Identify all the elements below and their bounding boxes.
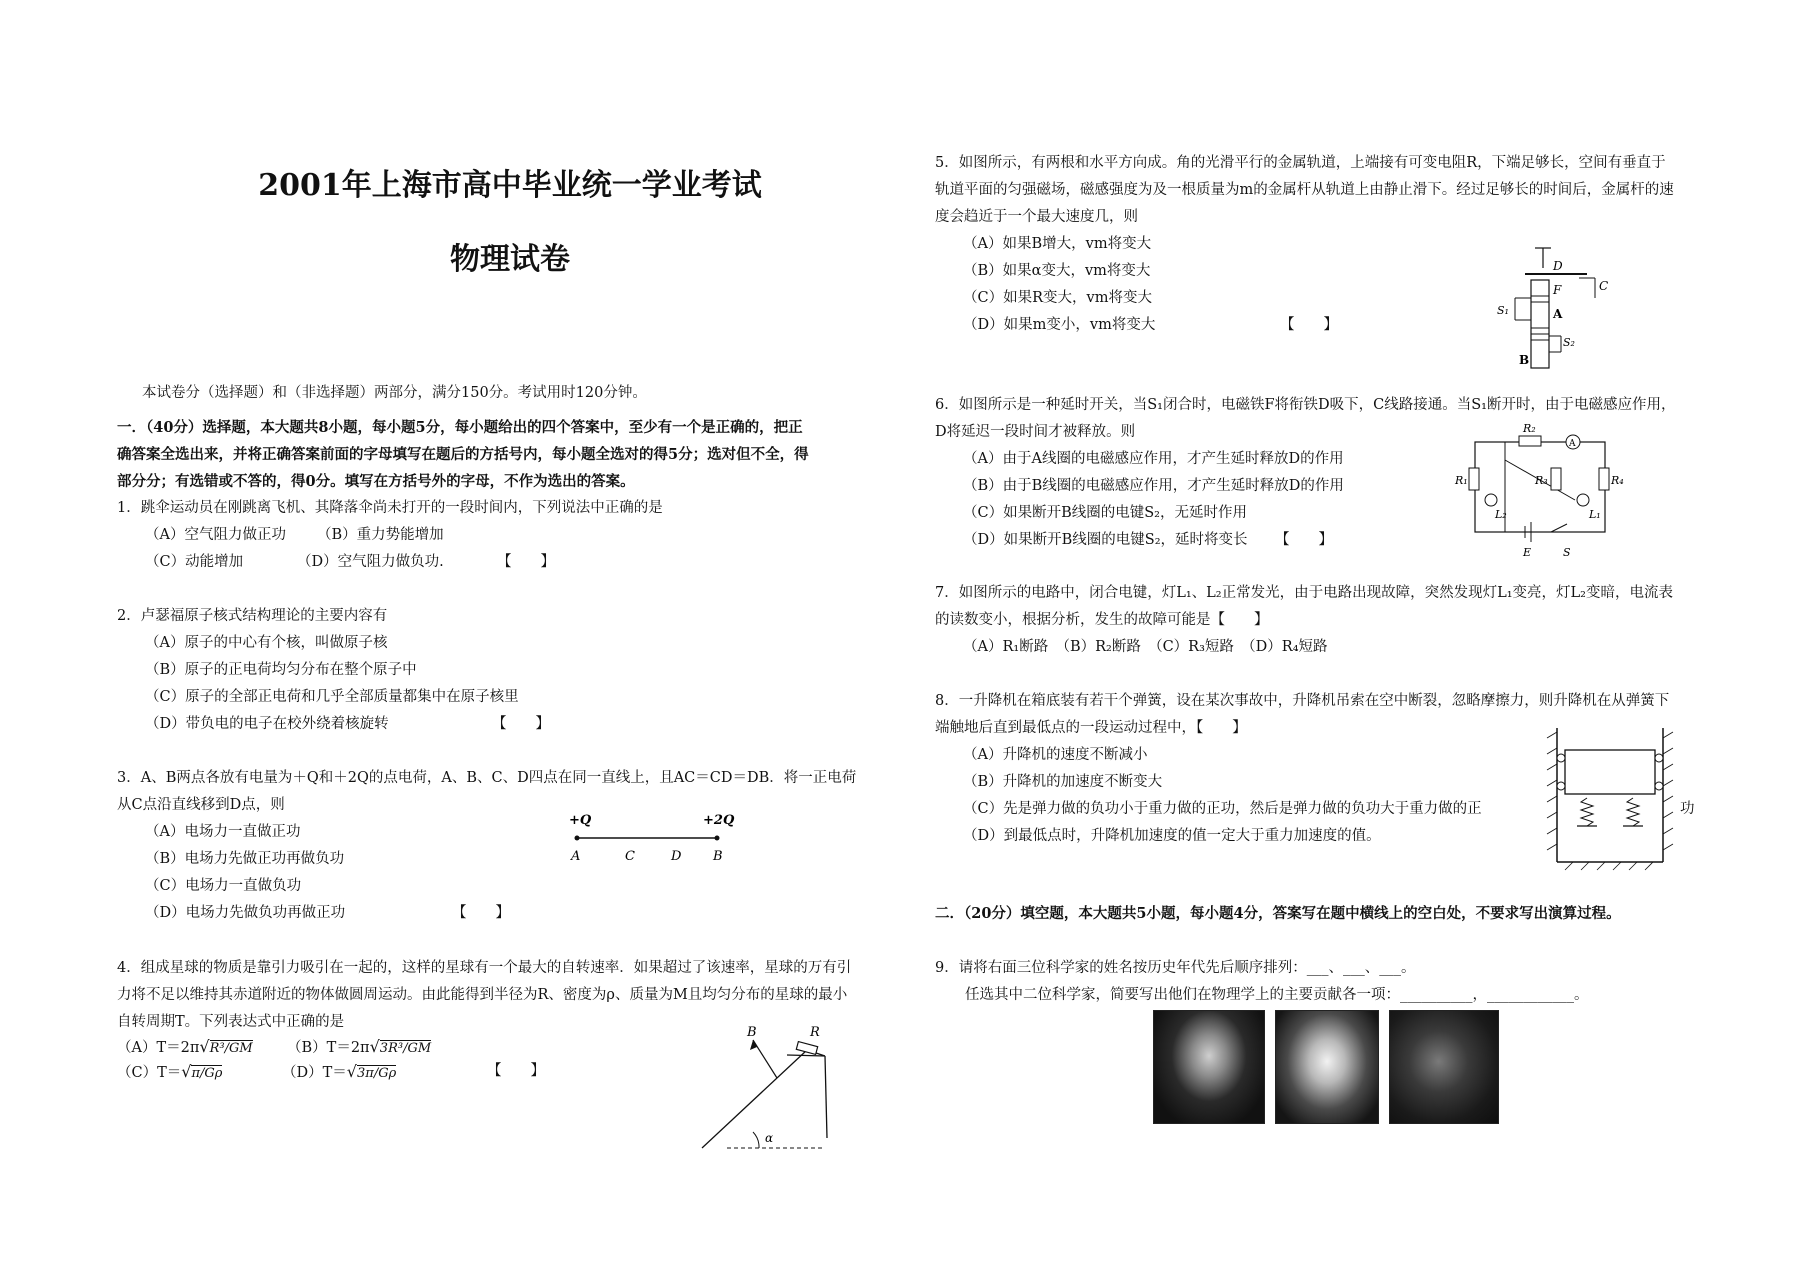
q2-option-c: （C）原子的全部正电荷和几乎全部质量都集中在原子核里	[145, 689, 519, 705]
q8-stem-line1: 8．一升降机在箱底装有若干个弹簧，设在某次事故中，升降机吊索在空中断裂，忽略摩擦力，则升降机在从弹簧下	[935, 693, 1670, 709]
q6-fig-label-s: S	[1563, 546, 1571, 559]
q6-option-b: （B）由于B线圈的电磁感应作用，才产生延时释放D的作用	[963, 478, 1344, 494]
q8-option-b: （B）升降机的加速度不断变大	[963, 774, 1163, 790]
intro-text: 本试卷分（选择题）和（非选择题）两部分，满分150分。考试用时120分钟。	[142, 385, 647, 401]
q6-fig-label-r2: R₂	[1523, 422, 1536, 435]
q5-option-d: （D）如果m变小，vm将变大	[963, 317, 1156, 333]
q5-stem-line1: 5．如图所示，有两根和水平方向成。角的光滑平行的金属轨道，上端接有可变电阻R，下端足够长，空间有垂直于	[935, 155, 1666, 171]
q4-option-a-radicand: R³/GM	[209, 1041, 253, 1056]
q2-stem: 2．卢瑟福原子核式结构理论的主要内容有	[117, 608, 388, 624]
section1-line1: 一．（40分）选择题，本大题共8小题，每小题5分，每小题给出的四个答案中，至少有一个是正确的，把正	[117, 419, 803, 436]
q4-option-d: （D）T＝√3π/Gρ	[282, 1062, 397, 1081]
q4-option-b-prefix: （B）T＝2π	[287, 1040, 370, 1056]
q3-fig-label-a: A	[571, 849, 581, 864]
q4-answer-bracket[interactable]: 【 】	[487, 1063, 545, 1079]
q6-option-a: （A）由于A线圈的电磁感应作用，才产生延时释放D的作用	[963, 451, 1344, 467]
q8-option-a: （A）升降机的速度不断减小	[963, 747, 1148, 763]
q3-answer-bracket[interactable]: 【 】	[452, 905, 510, 921]
q5-fig-label-a: A	[1553, 307, 1563, 321]
q3-option-b: （B）电场力先做正功再做负功	[145, 851, 345, 867]
q3-fig-label-q: +Q	[569, 813, 592, 828]
q4-option-b-radicand: 3R³/GM	[379, 1041, 432, 1056]
q6-option-c: （C）如果断开B线圈的电键S₂，无延时作用	[963, 505, 1247, 521]
q4-fig-label-b: B	[747, 1025, 757, 1040]
scientist-portrait-3	[1389, 1010, 1499, 1124]
q4-stem-line2: 力将不足以维持其赤道附近的物体做圆周运动。由此能得到半径为R、密度为ρ、质量为M且均匀分布的星球的最小	[117, 987, 848, 1003]
exam-title: 2001年上海市高中毕业统一学业考试	[258, 168, 762, 203]
q3-charge-line-figure	[557, 808, 737, 868]
q1-option-a: （A）空气阻力做正功	[145, 527, 286, 543]
q4-stem-line1: 4．组成星球的物质是靠引力吸引在一起的，这样的星球有一个最大的自转速率．如果超过了该速率，星球的万有引	[117, 960, 852, 976]
q5-fig-label-s1: S₁	[1497, 304, 1509, 317]
q6-circuit-figure	[1455, 420, 1624, 560]
q3-option-a: （A）电场力一直做正功	[145, 824, 301, 840]
q9-line1: 9．请将右面三位科学家的姓名按历史年代先后顺序排列：___、___、___。	[935, 960, 1416, 976]
q8-option-c-tail: 功	[1680, 801, 1695, 817]
q6-stem-line1: 6．如图所示是一种延时开关，当S₁闭合时，电磁铁F将衔铁D吸下，C线路接通。当S₁断开时，由于电磁感应作用，	[935, 397, 1676, 413]
q1-answer-bracket[interactable]: 【 】	[497, 554, 555, 570]
q3-fig-label-c: C	[625, 849, 635, 864]
q4-option-c-radicand: π/Gρ	[191, 1066, 223, 1081]
q5-answer-bracket[interactable]: 【 】	[1280, 317, 1338, 333]
q4-option-c-prefix: （C）T＝	[117, 1065, 182, 1081]
q3-fig-label-b: B	[713, 849, 723, 864]
q5-stem-line2: 轨道平面的匀强磁场，磁感强度为及一根质量为m的金属杆从轨道上由静止滑下。经过足够长的时间后，金属杆的速	[935, 182, 1674, 198]
q8-option-c: （C）先是弹力做的负功小于重力做的正功，然后是弹力做的负功大于重力做的正	[963, 801, 1482, 817]
q8-option-d: （D）到最低点时，升降机加速度的值一定大于重力加速度的值。	[963, 828, 1381, 844]
q5-option-c: （C）如果R变大，vm将变大	[963, 290, 1152, 306]
q5-fig-label-c: C	[1599, 279, 1609, 293]
q2-option-d: （D）带负电的电子在校外绕着核旋转	[145, 716, 389, 732]
q7-stem-line1: 7．如图所示的电路中，闭合电键，灯L₁、L₂正常发光，由于电路出现故障，突然发现灯L₁变亮，灯L₂变暗，电流表	[935, 585, 1673, 601]
q4-option-d-prefix: （D）T＝	[282, 1065, 347, 1081]
q3-stem-line2: 从C点沿直线移到D点，则	[117, 797, 285, 813]
section1-line3: 部分分；有选错或不答的，得0分。填写在方括号外的字母，不作为选出的答案。	[117, 473, 635, 490]
q4-fig-label-alpha: α	[765, 1131, 774, 1145]
q3-fig-label-2q: +2Q	[703, 813, 735, 828]
q8-stem-line2: 端触地后直到最低点的一段运动过程中，【 】	[935, 720, 1247, 736]
q1-option-c: （C）动能增加	[145, 554, 244, 570]
q4-option-b: （B）T＝2π√3R³/GM	[287, 1037, 432, 1056]
q1-stem: 1．跳伞运动员在刚跳离飞机、其降落伞尚未打开的一段时间内，下列说法中正确的是	[117, 500, 663, 516]
q4-option-a-prefix: （A）T＝2π	[117, 1040, 200, 1056]
q4-option-d-radicand: 3π/Gρ	[357, 1066, 397, 1081]
q6-answer-bracket[interactable]: 【 】	[1275, 532, 1333, 548]
scientist-portrait-1	[1153, 1010, 1265, 1124]
q6-option-d: （D）如果断开B线圈的电键S₂，延时将变长	[963, 532, 1248, 548]
q4-option-a: （A）T＝2π√R³/GM	[117, 1037, 253, 1056]
q9-line2: 任选其中二位科学家，简要写出他们在物理学上的主要贡献各一项：__________，____________。	[965, 987, 1589, 1003]
q5-option-b: （B）如果α变大，vm将变大	[963, 263, 1151, 279]
q3-option-d: （D）电场力先做负功再做正功	[145, 905, 346, 921]
section2-heading: 二．（20分）填空题，本大题共5小题，每小题4分，答案写在题中横线上的空白处，不要求写出演算过程。	[935, 905, 1621, 922]
q6-stem-line2: D将延迟一段时间才被释放。则	[935, 424, 1136, 440]
q7-stem-line2: 的读数变小，根据分析，发生的故障可能是【 】	[935, 612, 1269, 628]
q6-fig-label-l1: L₁	[1589, 508, 1601, 521]
q1-option-b: （B）重力势能增加	[317, 527, 444, 543]
q5-option-a: （A）如果B增大，vm将变大	[963, 236, 1152, 252]
q6-fig-label-l2: L₂	[1495, 508, 1507, 521]
q6-fig-label-r3: R₃	[1535, 474, 1548, 487]
q6-fig-label-ammeter: A	[1569, 439, 1576, 449]
q6-fig-label-r4: R₄	[1611, 474, 1624, 487]
q5-fig-label-s2: S₂	[1563, 336, 1575, 349]
q4-incline-rail-figure	[697, 1020, 857, 1170]
q2-option-b: （B）原子的正电荷均匀分布在整个原子中	[145, 662, 417, 678]
q2-option-a: （A）原子的中心有个核，叫做原子核	[145, 635, 388, 651]
scientist-portrait-2	[1275, 1010, 1379, 1124]
q3-stem-line1: 3．A、B两点各放有电量为＋Q和＋2Q的点电荷，A、B、C、D四点在同一直线上，且AC＝CD＝DB．将一正电荷	[117, 770, 857, 786]
q8-elevator-spring-figure	[1545, 720, 1680, 870]
q2-answer-bracket[interactable]: 【 】	[492, 716, 550, 732]
exam-subtitle: 物理试卷	[450, 242, 570, 277]
q6-fig-label-e: E	[1523, 546, 1532, 559]
q5-fig-label-f: F	[1553, 283, 1562, 297]
q4-option-c: （C）T＝√π/Gρ	[117, 1062, 223, 1081]
q5-fig-label-d: D	[1553, 259, 1563, 273]
q1-option-d: （D）空气阻力做负功.	[297, 554, 444, 570]
q4-stem-line3: 自转周期T。下列表达式中正确的是	[117, 1014, 345, 1030]
q5-relay-figure	[1495, 240, 1615, 370]
q3-fig-label-d: D	[671, 849, 682, 864]
q5-stem-line3: 度会趋近于一个最大速度几，则	[935, 209, 1138, 225]
q4-fig-label-r: R	[810, 1025, 820, 1040]
section1-line2: 确答案全选出来，并将正确答案前面的字母填写在题后的方括号内，每小题全选对的得5分；选对但不全，得	[117, 446, 809, 463]
q7-options: （A）R₁断路 （B）R₂断路 （C）R₃短路 （D）R₄短路	[963, 639, 1328, 655]
q3-option-c: （C）电场力一直做负功	[145, 878, 302, 894]
q5-fig-label-b: B	[1519, 353, 1530, 367]
q6-fig-label-r1: R₁	[1455, 474, 1468, 487]
